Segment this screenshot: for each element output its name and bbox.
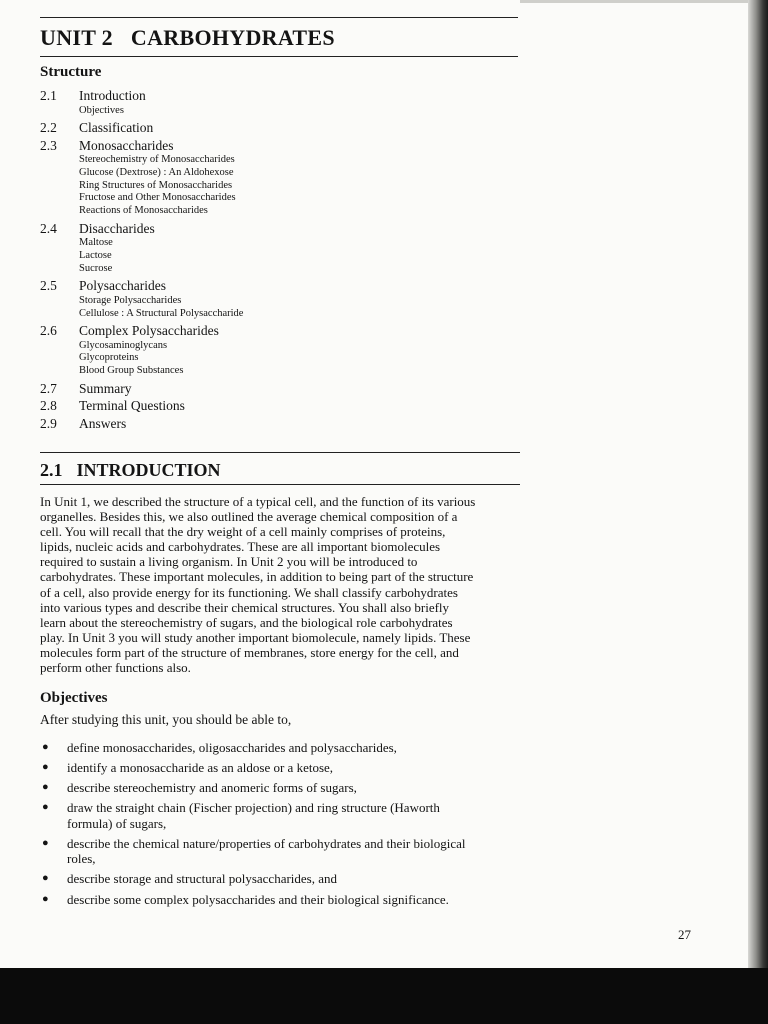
- section-rule-top: [40, 452, 520, 453]
- objective-line: draw the straight chain (Fischer projection) and ring structure (Haworth: [67, 800, 440, 816]
- toc-subsection: Blood Group Substances: [79, 365, 184, 377]
- toc-subsection: Maltose: [79, 237, 113, 249]
- objective-item: [40, 871, 520, 887]
- objective-line: describe storage and structural polysaccharides, and: [67, 871, 338, 887]
- toc-subsection: Stereochemistry of Monosaccharides: [79, 154, 235, 166]
- objective-line: formula) of sugars,: [67, 815, 167, 831]
- toc-entry: [40, 220, 500, 238]
- toc-section-title: Summary: [79, 380, 132, 396]
- toc-section-title: Complex Polysaccharides: [79, 323, 219, 339]
- toc-subsection-list: [79, 105, 500, 118]
- objectives-intro: After studying this unit, you should be able to,: [40, 712, 292, 727]
- section-number: 2.1: [40, 460, 63, 480]
- toc-subsection-list: [79, 154, 500, 218]
- objective-text: [67, 780, 357, 796]
- toc-section-title: Classification: [79, 120, 154, 136]
- bullet-icon: ●: [42, 781, 49, 794]
- toc-section: [40, 397, 500, 415]
- toc-entry: [40, 380, 500, 398]
- objective-line: describe stereochemistry and anomeric forms of sugars,: [67, 780, 357, 796]
- scan-bottom-shadow: [0, 968, 768, 1024]
- bullet-icon: ●: [42, 741, 49, 753]
- paragraph-line: into various types and describe their chemical structures. You shall also briefly: [40, 599, 450, 615]
- toc-entry: [40, 277, 500, 295]
- page-top-shadow: [520, 0, 748, 3]
- structure-heading: Structure: [40, 64, 102, 80]
- paragraph-line: molecules form part of the structure of membranes, store energy for the cell, and: [40, 644, 459, 660]
- objective-line: roles,: [67, 851, 96, 867]
- toc-section: [40, 137, 500, 218]
- bullet-icon: ●: [42, 801, 49, 814]
- objective-line: describe the chemical nature/properties of carbohydrates and their biological: [67, 835, 466, 851]
- toc-section-number: 2.1: [40, 88, 57, 103]
- objective-item: [40, 800, 520, 831]
- bullet-icon: ●: [42, 892, 49, 905]
- section-heading: [40, 460, 221, 481]
- toc-subsection: Lactose: [79, 249, 112, 261]
- toc-subsection: Objectives: [79, 104, 124, 116]
- unit-title: [40, 25, 335, 51]
- objective-text: [67, 871, 337, 887]
- bullet-icon: ●: [42, 872, 49, 885]
- paragraph-line: carbohydrates. These important molecules, in addition to being part of the structure: [40, 569, 474, 585]
- top-rule: [40, 17, 518, 18]
- toc-subsection-list: [79, 295, 500, 320]
- toc-subsection: Reactions of Monosaccharides: [79, 205, 208, 217]
- paragraph-line: In Unit 1, we described the structure of a typical cell, and the function of its various: [40, 494, 476, 509]
- objectives-list: [40, 740, 520, 912]
- toc-section-number: 2.6: [40, 323, 57, 339]
- unit-number: UNIT 2: [40, 25, 113, 50]
- toc-section-title: Introduction: [79, 88, 146, 103]
- toc-subsection-list: [79, 340, 500, 378]
- toc-section-number: 2.2: [40, 120, 57, 136]
- objective-item: [40, 780, 520, 796]
- bullet-icon: ●: [42, 761, 49, 774]
- toc-section-number: 2.5: [40, 278, 57, 294]
- table-of-contents: [40, 87, 500, 432]
- toc-section: [40, 322, 500, 378]
- paragraph-line: organelles. Besides this, we also outlined the average chemical composition of a: [40, 509, 458, 525]
- objective-item: [40, 836, 520, 867]
- toc-entry: [40, 87, 500, 105]
- toc-subsection: Ring Structures of Monosaccharides: [79, 179, 233, 191]
- objective-text: [67, 836, 466, 867]
- objective-item: [40, 760, 520, 776]
- section-rule-bottom: [40, 484, 520, 485]
- objective-text: [67, 892, 449, 908]
- toc-entry: [40, 119, 500, 137]
- objective-text: [67, 800, 440, 831]
- toc-subsection: Glycosaminoglycans: [79, 339, 168, 351]
- unit-name: CARBOHYDRATES: [130, 25, 335, 50]
- toc-subsection: Fructose and Other Monosaccharides: [79, 192, 236, 204]
- toc-section: [40, 380, 500, 398]
- introduction-paragraph: [40, 494, 522, 675]
- toc-section-number: 2.4: [40, 220, 57, 236]
- toc-entry: [40, 137, 500, 155]
- book-binding-edge: [748, 0, 768, 970]
- toc-section-title: Disaccharides: [79, 220, 155, 236]
- toc-entry: [40, 322, 500, 340]
- paragraph-line: cell. You will recall that the dry weight of a cell mainly comprises of proteins,: [40, 524, 446, 540]
- toc-section: [40, 119, 500, 137]
- title-rule: [40, 56, 518, 57]
- toc-section-number: 2.9: [40, 415, 57, 431]
- toc-entry: [40, 397, 500, 415]
- paragraph-line: play. In Unit 3 you will study another important biomolecule, namely lipids. These: [40, 629, 471, 645]
- objectives-heading: Objectives: [40, 690, 108, 706]
- paragraph-line: lipids, nucleic acids and carbohydrates. These are all important biomolecules: [40, 539, 441, 555]
- toc-section-title: Terminal Questions: [79, 398, 185, 414]
- toc-subsection: Glycoproteins: [79, 352, 139, 364]
- toc-section-title: Monosaccharides: [79, 137, 174, 153]
- paragraph-line: perform other functions also.: [40, 660, 191, 676]
- objective-line: define monosaccharides, oligosaccharides and polysaccharides,: [67, 740, 397, 755]
- toc-section-title: Polysaccharides: [79, 278, 166, 294]
- toc-subsection: Storage Polysaccharides: [79, 294, 182, 306]
- toc-subsection: Cellulose : A Structural Polysaccharide: [79, 307, 244, 319]
- toc-subsection-list: [79, 237, 500, 275]
- bullet-icon: ●: [42, 836, 49, 849]
- toc-section: [40, 87, 500, 117]
- toc-subsection: Sucrose: [79, 262, 113, 274]
- toc-section-number: 2.3: [40, 137, 57, 153]
- page-number: 27: [678, 927, 691, 942]
- toc-section: [40, 277, 500, 320]
- toc-entry: [40, 415, 500, 433]
- toc-section-number: 2.8: [40, 398, 57, 414]
- toc-section: [40, 220, 500, 276]
- objective-line: describe some complex polysaccharides and their biological significance.: [67, 891, 449, 907]
- section-title: INTRODUCTION: [76, 460, 221, 480]
- toc-section: [40, 415, 500, 433]
- objective-item: [40, 892, 520, 908]
- toc-section-title: Answers: [79, 415, 127, 431]
- toc-section-number: 2.7: [40, 380, 57, 396]
- objective-line: identify a monosaccharide as an aldose or a ketose,: [67, 760, 334, 776]
- toc-subsection: Glucose (Dextrose) : An Aldohexose: [79, 166, 234, 178]
- paragraph-line: required to sustain a living organism. In Unit 2 you will be introduced to: [40, 554, 418, 570]
- paragraph-line: of a cell, also provide energy for its functioning. We shall classify carbohydrates: [40, 584, 458, 600]
- paragraph-line: learn about the stereochemistry of sugars, and the biological role carbohydrates: [40, 614, 453, 630]
- objective-text: [67, 740, 397, 756]
- objective-text: [67, 760, 333, 776]
- objective-item: [40, 740, 520, 756]
